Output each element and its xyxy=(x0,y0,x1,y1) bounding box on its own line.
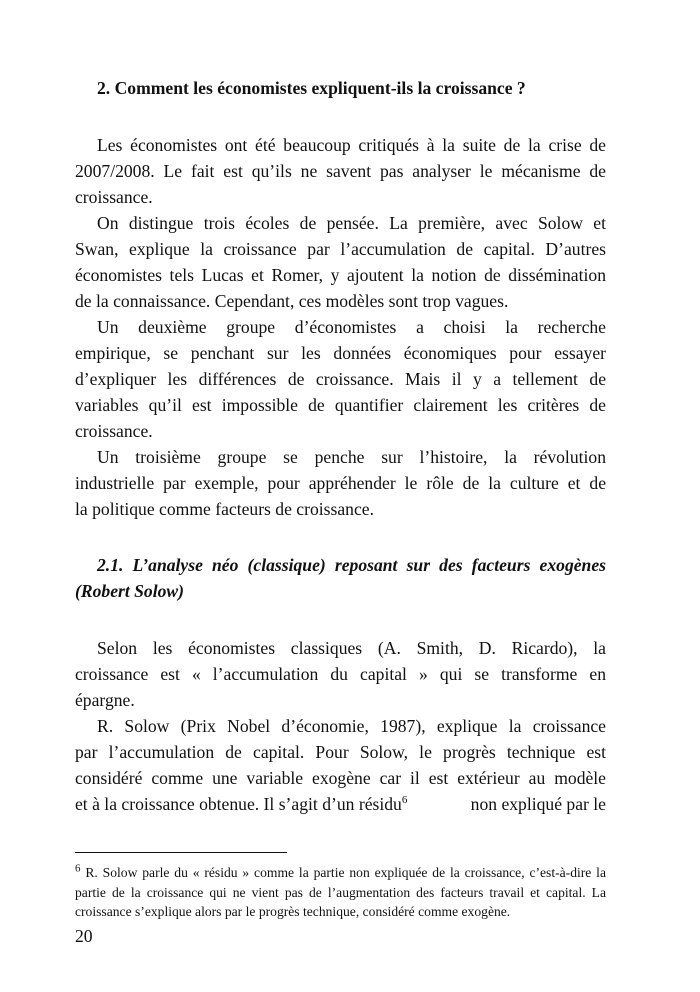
paragraph xyxy=(75,635,606,713)
paragraph xyxy=(75,713,606,817)
heading-text: 2. Comment les économistes expliquent-ils la croissance ? xyxy=(97,78,526,98)
footnote-line: $^6$ R. Solow parle du « résidu » comme la partie non expliquée de la croissance, c’est-à-dire la xyxy=(75,862,606,880)
paragraph xyxy=(75,314,606,444)
footnote-reference[interactable]: 6 xyxy=(401,794,408,807)
text-line: d’expliquer les différences de croissance. Mais il y a tellement de xyxy=(75,369,606,389)
text-line: Un deuxième groupe d’économistes a choisi la recherche xyxy=(97,317,606,337)
paragraph xyxy=(75,210,606,314)
paragraph xyxy=(75,132,606,210)
text-line: variables qu’il est impossible de quantifier clairement les critères de xyxy=(75,395,606,415)
text-line: Swan, explique la croissance par l’accumulation de capital. D’autres xyxy=(75,239,606,259)
text-line: croissance est « l’accumulation du capital » qui se transforme en xyxy=(75,664,606,684)
subsection-heading xyxy=(75,552,606,604)
text-fragment: et à la croissance obtenue. Il s’agit d’un résidu xyxy=(75,794,402,814)
text-line: 2007/2008. Le fait est qu’ils ne savent pas analyser le mécanisme de xyxy=(75,161,606,181)
paragraph xyxy=(75,444,606,522)
text-line: croissance. xyxy=(75,187,153,207)
text-line: croissance. xyxy=(75,421,153,441)
text-line: Un troisième groupe se penche sur l’histoire, la révolution xyxy=(97,447,606,467)
text-line: Selon les économistes classiques (A. Smith, D. Ricardo), la xyxy=(97,638,606,658)
footnote-line: croissance s’explique alors par le progrès technique, considéré comme exogène. xyxy=(75,904,511,919)
text-line: Les économistes ont été beaucoup critiqués à la suite de la crise de xyxy=(97,135,606,155)
page-number: 20 xyxy=(75,926,93,946)
text-line: la politique comme facteurs de croissance. xyxy=(75,499,374,519)
text-line: empirique, se penchant sur les données économiques pour essayer xyxy=(75,343,606,363)
text-line: de la connaissance. Cependant, ces modèles sont trop vagues. xyxy=(75,291,509,311)
text-line: épargne. xyxy=(75,690,135,710)
text-line: par l’accumulation de capital. Pour Solow, le progrès technique est xyxy=(75,742,606,762)
section-body-1 xyxy=(75,132,606,522)
subheading-line: (Robert Solow) xyxy=(75,581,184,601)
text-line: industrielle par exemple, pour appréhender le rôle de la culture et de xyxy=(75,473,606,493)
section-heading xyxy=(75,75,606,101)
text-line xyxy=(75,791,606,817)
text-line: On distingue trois écoles de pensée. La première, avec Solow et xyxy=(97,213,606,233)
text-line: considéré comme une variable exogène car il est extérieur au modèle xyxy=(75,768,606,788)
text-fragment: non expliqué par le xyxy=(470,794,606,814)
section-body-2 xyxy=(75,635,606,817)
text-line: économistes tels Lucas et Romer, y ajoutent la notion de dissémination xyxy=(75,265,606,285)
footnote-line: partie de la croissance qui ne vient pas de l’augmentation des facteurs travail et capital. La xyxy=(75,884,606,900)
text-line: R. Solow (Prix Nobel d’économie, 1987), explique la croissance xyxy=(97,716,606,736)
subheading-line: 2.1. L’analyse néo (classique) reposant sur des facteurs exogènes xyxy=(97,555,606,575)
footnote-marker: 6 xyxy=(75,862,81,875)
footnote-divider xyxy=(75,852,287,853)
footnote xyxy=(75,863,606,922)
